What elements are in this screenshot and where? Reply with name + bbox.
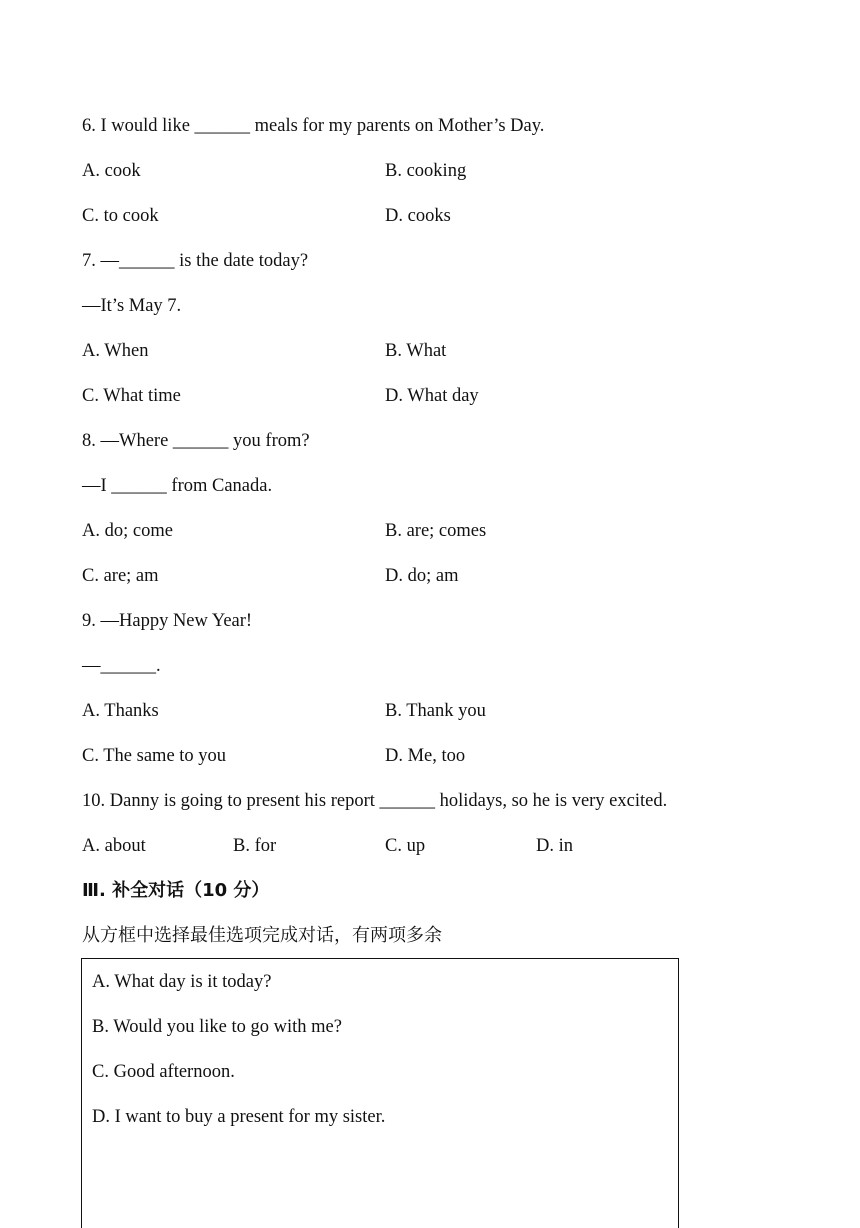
question-6-stem: 6. I would like ______ meals for my parents on Mother’s Day. — [82, 116, 545, 136]
question-9-option-d: D. Me, too — [385, 746, 466, 766]
question-10-option-a: A. about — [82, 836, 146, 856]
question-6-option-d: D. cooks — [385, 206, 451, 226]
question-10-option-b: B. for — [233, 836, 277, 856]
options-box — [81, 958, 679, 1228]
question-10-option-c: C. up — [385, 836, 426, 856]
section-3-heading: Ⅲ. 补全对话（10 分） — [82, 880, 270, 901]
question-8-option-d: D. do; am — [385, 566, 459, 586]
question-7-stem: 7. —______ is the date today? — [82, 251, 309, 271]
question-9-option-c: C. The same to you — [82, 746, 227, 766]
question-10-stem: 10. Danny is going to present his report ______ holidays, so he is very excited. — [82, 791, 668, 811]
box-option-d: D. I want to buy a present for my sister. — [92, 1107, 386, 1127]
question-7-option-b: B. What — [385, 341, 447, 361]
question-8-reply: —I ______ from Canada. — [82, 476, 273, 496]
question-7-option-a: A. When — [82, 341, 149, 361]
box-option-c: C. Good afternoon. — [92, 1062, 235, 1082]
question-9-option-b: B. Thank you — [385, 701, 486, 721]
question-6-option-b: B. cooking — [385, 161, 467, 181]
question-6-option-c: C. to cook — [82, 206, 159, 226]
question-9-stem: 9. —Happy New Year! — [82, 611, 253, 631]
question-9-option-a: A. Thanks — [82, 701, 159, 721]
question-8-stem: 8. —Where ______ you from? — [82, 431, 310, 451]
section-3-instruction: 从方框中选择最佳选项完成对话，有两项多余 — [82, 925, 442, 946]
question-8-option-a: A. do; come — [82, 521, 173, 541]
box-option-b: B. Would you like to go with me? — [92, 1017, 342, 1037]
question-8-option-c: C. are; am — [82, 566, 159, 586]
question-7-reply: —It’s May 7. — [82, 296, 182, 316]
question-8-option-b: B. are; comes — [385, 521, 487, 541]
question-7-option-d: D. What day — [385, 386, 479, 406]
question-9-reply: —______. — [82, 656, 161, 676]
question-10-option-d: D. in — [536, 836, 573, 856]
box-option-a: A. What day is it today? — [92, 972, 272, 992]
question-7-option-c: C. What time — [82, 386, 181, 406]
question-6-option-a: A. cook — [82, 161, 141, 181]
